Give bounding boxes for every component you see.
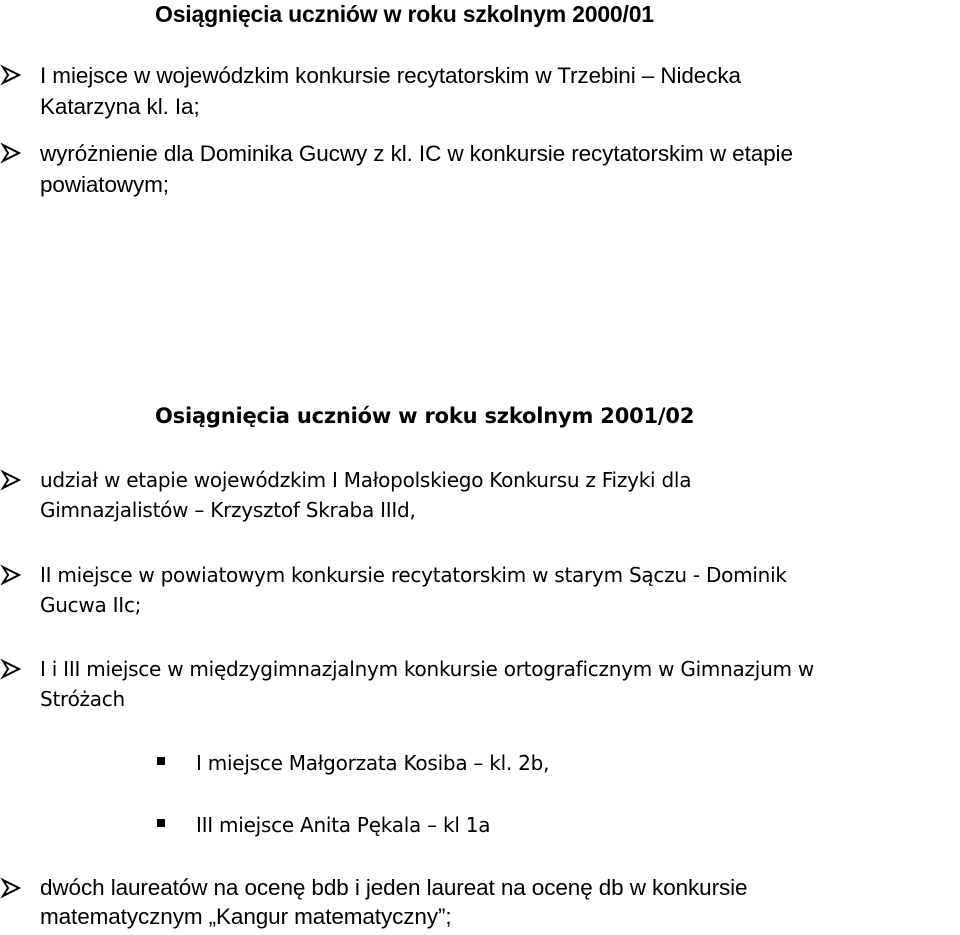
list-item-text — [40, 654, 960, 714]
arrow-bullet-icon — [0, 564, 22, 590]
sub-list-item-text: III miejsce Anita Pękala – kl 1a — [196, 813, 491, 837]
list-item-line: Gucwa IIc; — [40, 593, 142, 617]
list-item-text — [40, 60, 960, 122]
arrow-bullet-icon — [0, 469, 22, 495]
list-item-line: I i III miejsce w międzygimnazjalnym konkursie ortograficznym w Gimnazjum w — [40, 657, 814, 681]
list-item-text — [40, 873, 960, 931]
list-item-line: Stróżach — [40, 687, 125, 711]
list-item-line: udział w etapie wojewódzkim I Małopolskiego Konkursu z Fizyki dla — [40, 468, 692, 492]
arrow-bullet-icon — [0, 64, 22, 90]
sub-list-item — [150, 748, 960, 778]
list-item-line: Gimnazjalistów – Krzysztof Skraba IIId, — [40, 498, 416, 522]
square-bullet-icon — [157, 757, 165, 765]
arrow-bullet-icon — [0, 142, 22, 168]
list-item-line: II miejsce w powiatowym konkursie recytatorskim w starym Sączu - Dominik — [40, 563, 787, 587]
list-item-line: wyróżnienie dla Dominika Gucwy z kl. IC w konkursie recytatorskim w etapie — [40, 141, 793, 166]
section-heading-2001-02: Osiągnięcia uczniów w roku szkolnym 2001/02 — [155, 404, 695, 428]
arrow-bullet-icon — [0, 877, 22, 903]
list-item-text — [40, 560, 960, 620]
list-item-line: dwóch laureatów na ocenę bdb i jeden laureat na ocenę db w konkursie — [40, 875, 748, 900]
list-item-text — [40, 465, 960, 525]
list-item-line: Katarzyna kl. Ia; — [40, 94, 200, 119]
square-bullet-icon — [157, 819, 165, 827]
section-heading-2000-01: Osiągnięcia uczniów w roku szkolnym 2000/01 — [155, 1, 654, 27]
list-item-text — [40, 138, 960, 200]
arrow-bullet-icon — [0, 658, 22, 684]
sub-list-item — [150, 810, 960, 840]
list-item-line: I miejsce w wojewódzkim konkursie recytatorskim w Trzebini – Nidecka — [40, 63, 741, 88]
sub-list-item-text: I miejsce Małgorzata Kosiba – kl. 2b, — [196, 751, 550, 775]
list-item-line: powiatowym; — [40, 172, 169, 197]
list-item-line: matematycznym „Kangur matematyczny”; — [40, 904, 452, 929]
